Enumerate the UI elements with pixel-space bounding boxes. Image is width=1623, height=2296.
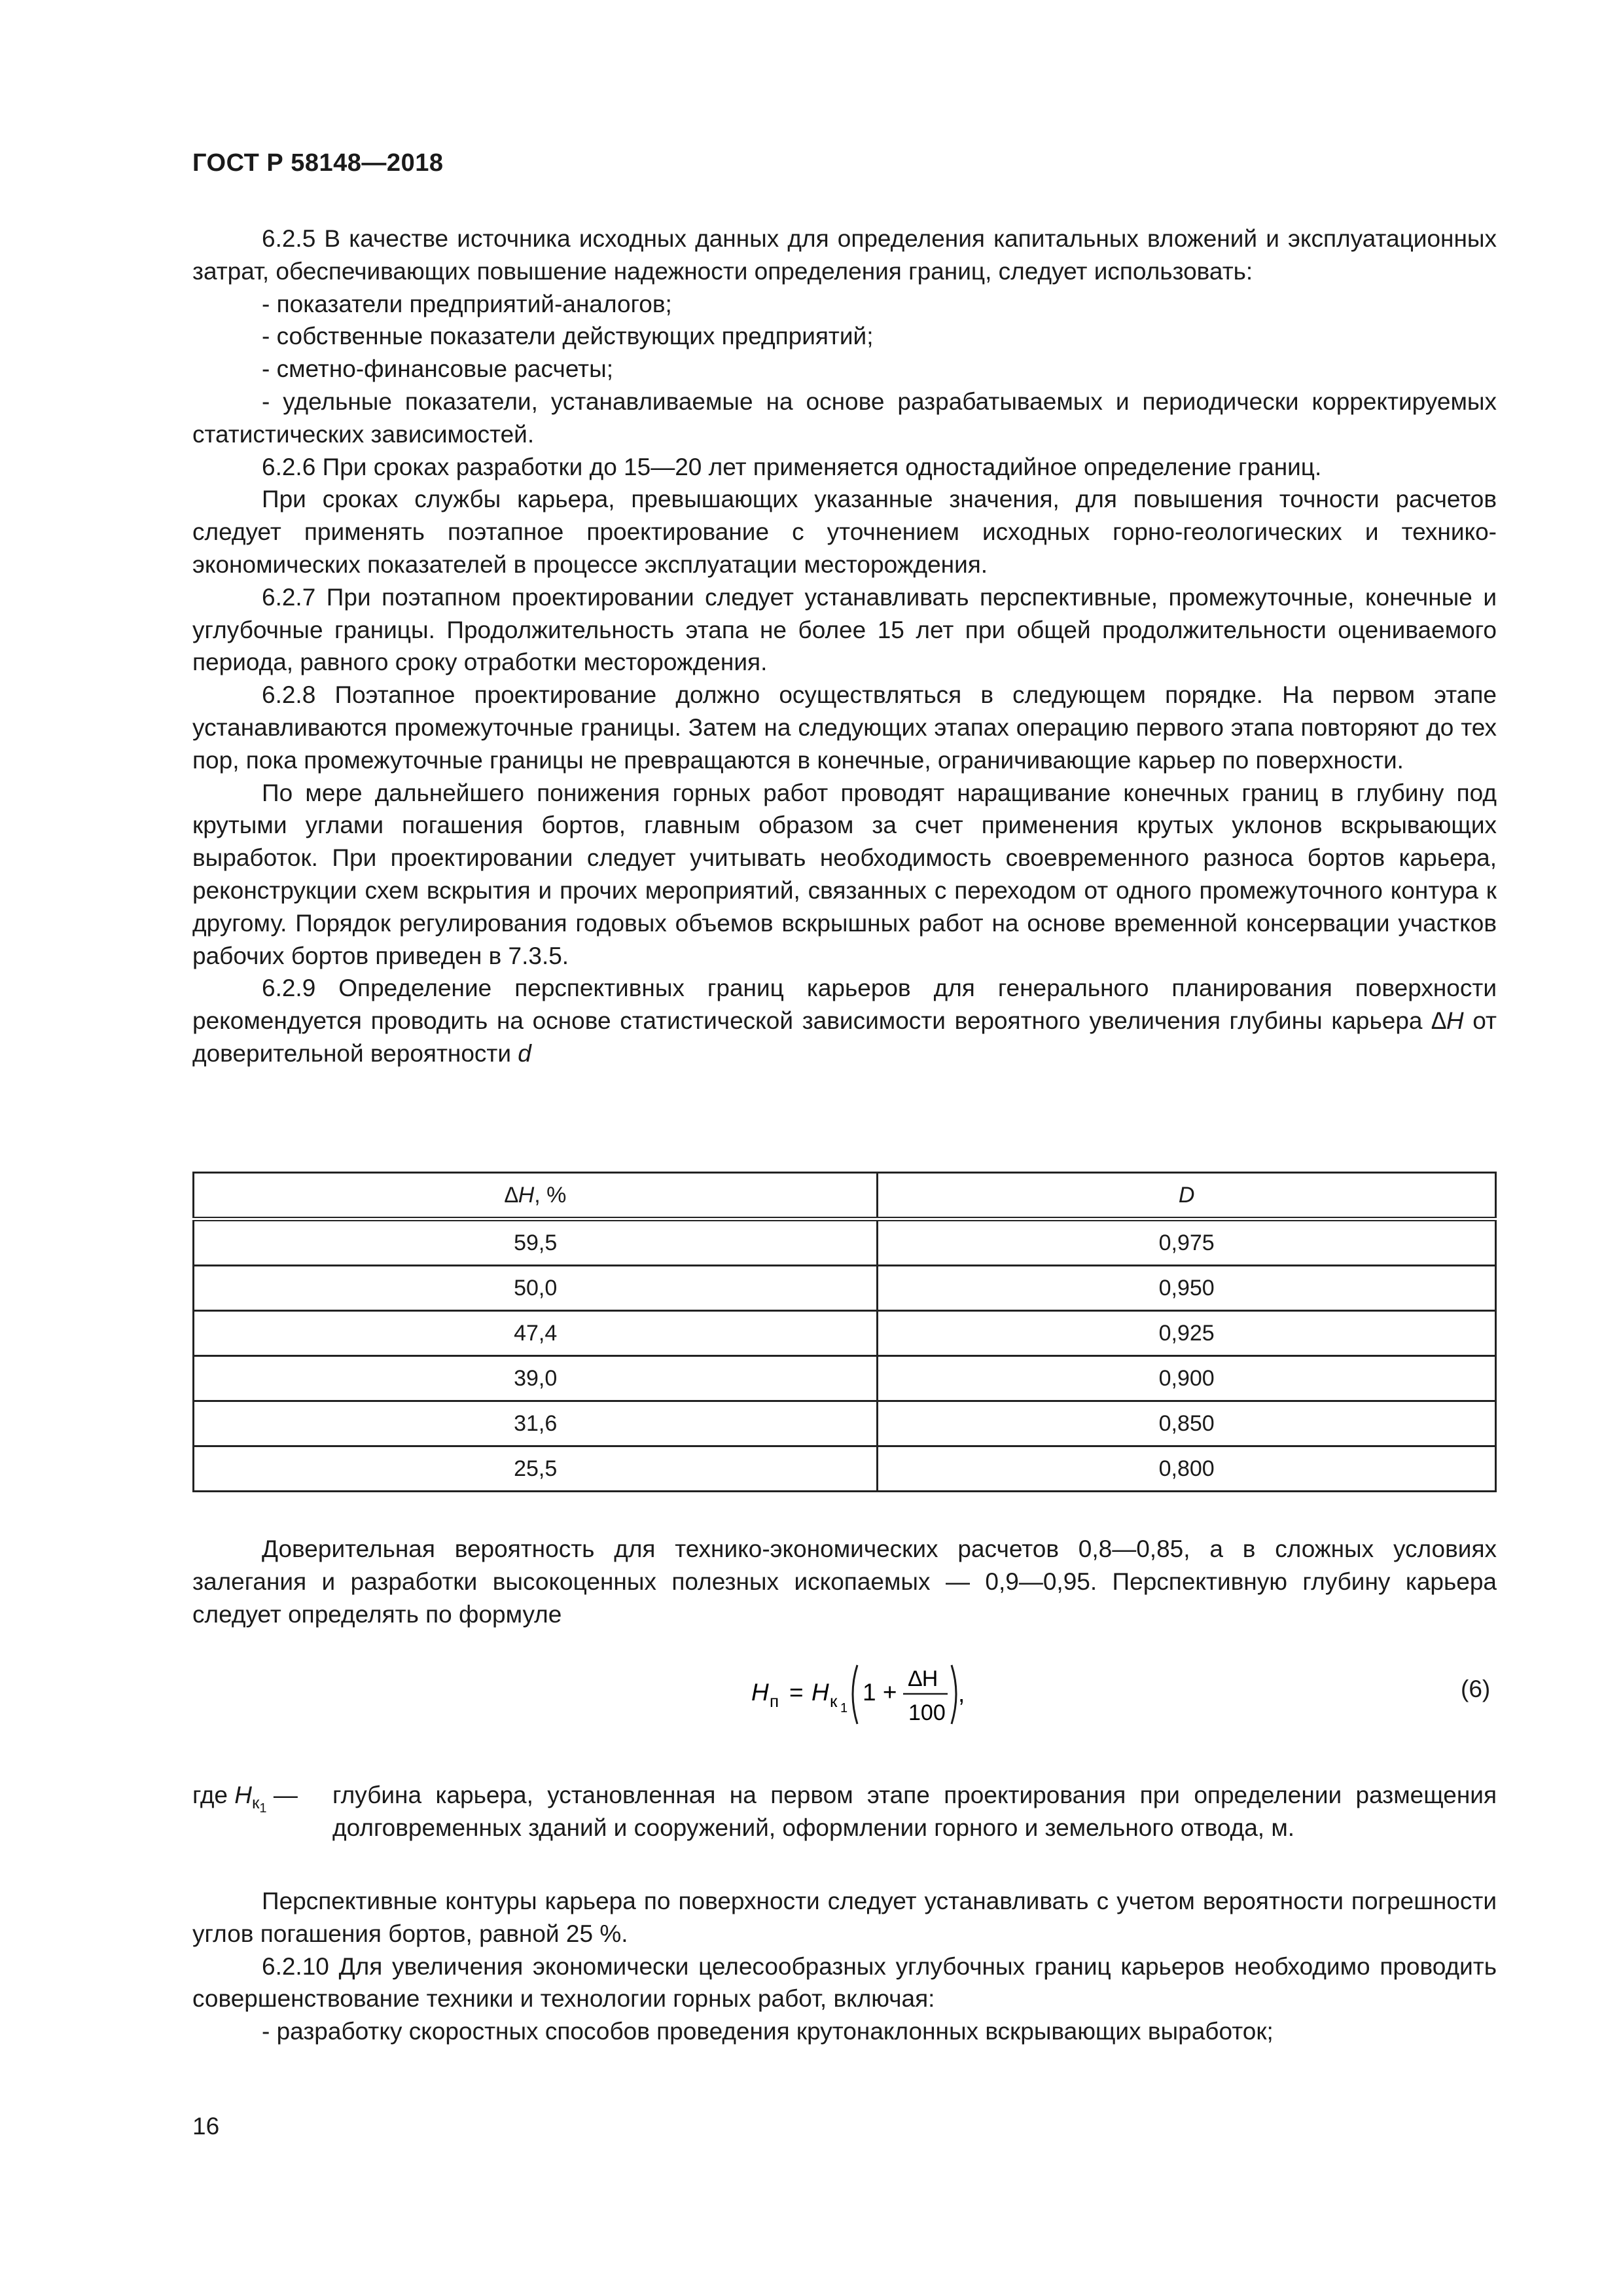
table-row — [194, 1446, 1496, 1492]
probability-table — [192, 1172, 1497, 1492]
table-row — [194, 1356, 1496, 1401]
column-header-delta-h — [194, 1173, 878, 1219]
paragraph-6-2-7: 6.2.7 При поэтапном проектировании следует устанавливать перспективные, промежуточные, конечные и углубочные границы. Продолжительность этапа не более 15 лет при общей продолжительности оцениваемого периода, равного сроку отработки месторождения. — [192, 583, 1497, 676]
table-row — [194, 1219, 1496, 1266]
paragraph-6-2-5: 6.2.5 В качестве источника исходных данных для определения капитальных вложений и эксплуатационных затрат, обеспечивающих повышение надежности определения границ, следует использовать: — [192, 225, 1497, 285]
cell-d: 0,925 — [878, 1311, 1496, 1356]
where-definition: глубина карьера, установленная на первом этапе проектирования при определении размещения долговременных зданий и сооружений, оформлении горного и земельного отвода, м. — [332, 1782, 1497, 1841]
formula-number: (6) — [1461, 1676, 1491, 1702]
document-header: ГОСТ Р 58148—2018 — [192, 149, 444, 177]
formula-one-plus: 1 + — [863, 1679, 897, 1706]
formula-6 — [746, 1652, 969, 1737]
cell-delta-h: 39,0 — [194, 1356, 878, 1401]
probability-table-wrap — [192, 1172, 1497, 1492]
after-table-text — [192, 1533, 1497, 1630]
cell-delta-h: 50,0 — [194, 1266, 878, 1311]
column-header-symbol: ∆H — [504, 1182, 535, 1208]
list-item: - удельные показатели, устанавливаемые на основе разрабатываемых и периодически корректируемых статистических зависимостей. — [192, 387, 1497, 448]
paragraph-6-2-8-continued: По мере дальнейшего понижения горных работ проводят наращивание конечных границ в глубину под крутыми углами погашения бортов, главным образом за счет применения крутых уклонов вскрывающих выработок. При проектировании следует учитывать необходимость своевременного разноса бортов карьера, реконструкции схем вскрытия и прочих мероприятий, связанных с переходом от одного промежуточного контура к другому. Порядок регулирования годовых объемов вскрышных работ на основе временной консервации участков рабочих бортов приведен в 7.3.5. — [192, 779, 1497, 969]
formula-rhs-sub: к — [830, 1691, 838, 1711]
left-paren — [853, 1665, 857, 1724]
list-item: - разработку скоростных способов проведения крутонаклонных вскрывающих выработок; — [262, 2018, 1274, 2045]
delta-h-symbol: ∆H — [1431, 1007, 1464, 1035]
paragraph-6-2-9-mid: от доверительной вероятности — [192, 1007, 1497, 1067]
table-row — [194, 1266, 1496, 1311]
cell-delta-h: 47,4 — [194, 1311, 878, 1356]
cell-delta-h: 31,6 — [194, 1401, 878, 1446]
where-subsub: 1 — [259, 1801, 267, 1816]
column-header-unit: , % — [534, 1182, 567, 1208]
cell-d: 0,900 — [878, 1356, 1496, 1401]
table-row — [194, 1401, 1496, 1446]
right-paren — [952, 1665, 956, 1724]
main-text — [192, 223, 1497, 1070]
paragraph-6-2-6-continued: При сроках службы карьера, превышающих указанные значения, для повышения точности расчетов следует применять поэтапное проектирование с уточнением исходных горно-геологических и технико-экономических показателей в процессе эксплуатации месторождения. — [192, 486, 1497, 578]
formula-lhs: H — [751, 1679, 769, 1706]
list-item: - собственные показатели действующих предприятий; — [262, 323, 874, 350]
confidence-paragraph: Доверительная вероятность для технико-экономических расчетов 0,8—0,85, а в сложных условиях залегания и разработки высокоценных полезных ископаемых — 0,9—0,95. Перспективную глубину карьера следует определять по формуле — [192, 1535, 1497, 1628]
where-symbol-sub — [252, 1793, 267, 1816]
paragraph-6-2-10: 6.2.10 Для увеличения экономически целесообразных углубочных границ карьеров необходимо проводить совершенствование техники и технологии горных работ, включая: — [192, 1952, 1497, 2013]
where-lead: где — [192, 1782, 228, 1808]
formula-rhs-subsub: 1 — [840, 1701, 848, 1715]
table-header-row — [194, 1173, 1496, 1219]
paragraph-6-2-8: 6.2.8 Поэтапное проектирование должно осуществляться в следующем порядке. На первом этапе устанавливаются промежуточные границы. Затем на следующих этапах операцию первого этапа повторяют до тех пор, пока промежуточные границы не превращаются в конечные, ограничивающие карьер по поверхности. — [192, 681, 1497, 774]
where-sub-letter: к — [252, 1793, 260, 1813]
formula-comma: , — [958, 1680, 965, 1707]
list-item: - сметно-финансовые расчеты; — [262, 355, 614, 383]
formula-lhs-sub: п — [770, 1691, 779, 1711]
formula-equals: = — [789, 1679, 804, 1706]
formula-numerator: ∆H — [908, 1666, 938, 1691]
tail-text — [192, 1885, 1497, 2048]
cell-delta-h: 59,5 — [194, 1219, 878, 1266]
cell-delta-h: 25,5 — [194, 1446, 878, 1492]
where-label — [192, 1779, 298, 1825]
cell-d: 0,950 — [878, 1266, 1496, 1311]
paragraph-6-2-6: 6.2.6 При сроках разработки до 15—20 лет применяется одностадийное определение границ. — [262, 453, 1322, 480]
paragraph-6-2-9 — [192, 972, 1497, 1069]
formula-rhs-var: H — [812, 1679, 829, 1706]
where-dash: — — [273, 1782, 298, 1808]
formula-denominator: 100 — [908, 1700, 946, 1725]
contours-paragraph: Перспективные контуры карьера по поверхности следует устанавливать с учетом вероятности погрешности углов погашения бортов, равной 25 %. — [192, 1888, 1497, 1947]
cell-d: 0,800 — [878, 1446, 1496, 1492]
paragraph-6-2-9-start: 6.2.9 Определение перспективных границ карьеров для генерального планирования поверхности рекомендуется проводить на основе статистической зависимости вероятного увеличения глубины карьера — [192, 975, 1497, 1035]
d-symbol: d — [518, 1039, 531, 1067]
where-symbol: H — [234, 1782, 253, 1808]
column-header-d: D — [878, 1173, 1496, 1219]
cell-d: 0,850 — [878, 1401, 1496, 1446]
list-item: - показатели предприятий-аналогов; — [262, 290, 672, 317]
cell-d: 0,975 — [878, 1219, 1496, 1266]
table-row — [194, 1311, 1496, 1356]
page-number: 16 — [192, 2113, 220, 2140]
